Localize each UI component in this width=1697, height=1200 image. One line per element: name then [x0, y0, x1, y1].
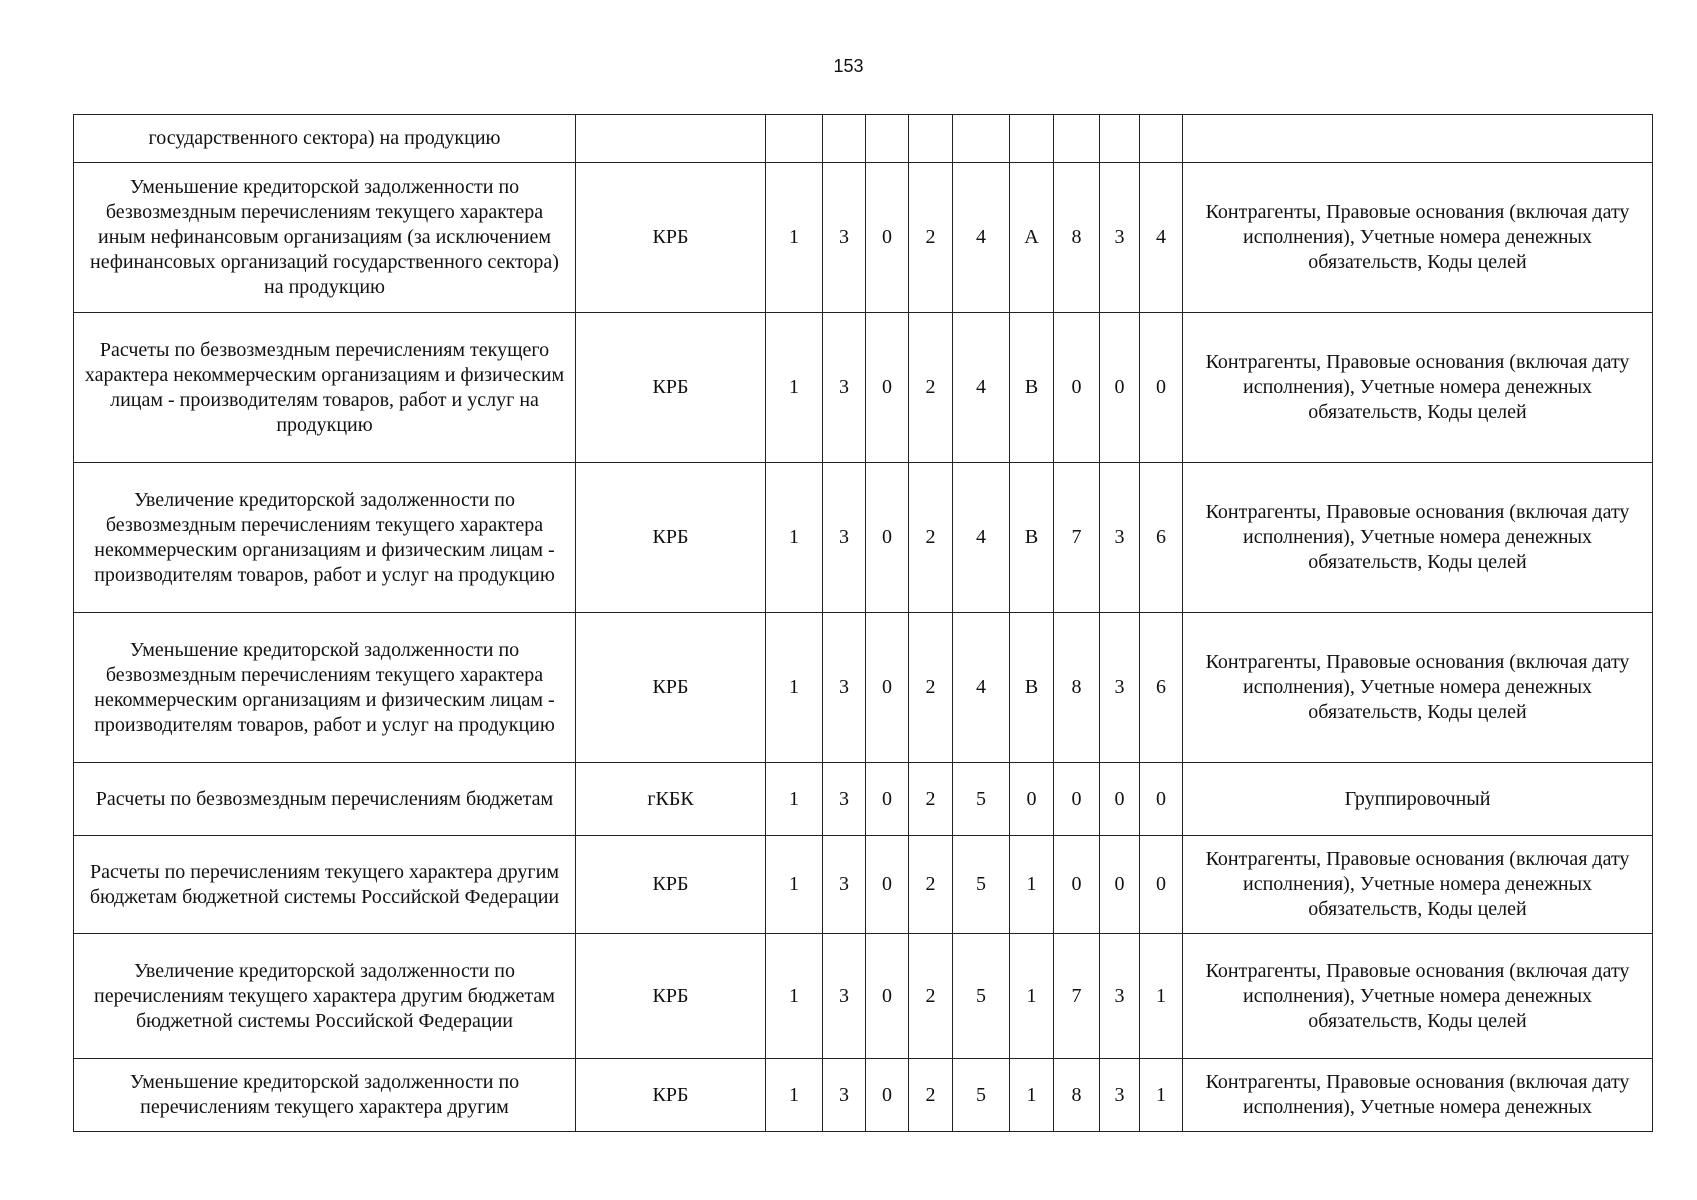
- analytics-cell: Контрагенты, Правовые основания (включая дату исполнения), Учетные номера денежных обязательств, Коды целей: [1183, 463, 1653, 613]
- code-digit-cell: [1010, 115, 1054, 163]
- code-digit-cell: В: [1010, 463, 1054, 613]
- table-row: [74, 934, 1653, 1059]
- analytics-cell: Контрагенты, Правовые основания (включая дату исполнения), Учетные номера денежных обязательств, Коды целей: [1183, 836, 1653, 934]
- code-digit-cell: 0: [866, 934, 909, 1059]
- table-row: [74, 836, 1653, 934]
- code-digit-cell: 0: [1100, 836, 1140, 934]
- code-digit-cell: 1: [766, 313, 823, 463]
- code-digit-cell: В: [1010, 613, 1054, 763]
- code-digit-cell: 5: [953, 1059, 1010, 1132]
- account-name-cell: Расчеты по безвозмездным перечислениям текущего характера некоммерческим организациям и физическим лицам - производителям товаров, работ и услуг на продукцию: [74, 313, 576, 463]
- code-digit-cell: 3: [823, 313, 866, 463]
- account-type-cell: КРБ: [576, 463, 766, 613]
- code-digit-cell: 0: [1054, 763, 1100, 836]
- account-name-cell: Увеличение кредиторской задолженности по безвозмездным перечислениям текущего характера некоммерческим организациям и физическим лицам - производителям товаров, работ и услуг на продукцию: [74, 463, 576, 613]
- code-digit-cell: 3: [1100, 613, 1140, 763]
- account-type-cell: КРБ: [576, 313, 766, 463]
- page-number: 153: [833, 56, 864, 76]
- code-digit-cell: А: [1010, 163, 1054, 313]
- code-digit-cell: 5: [953, 836, 1010, 934]
- code-digit-cell: 3: [823, 763, 866, 836]
- account-name-cell: Уменьшение кредиторской задолженности по безвозмездным перечислениям текущего характера некоммерческим организациям и физическим лицам - производителям товаров, работ и услуг на продукцию: [74, 613, 576, 763]
- code-digit-cell: 4: [953, 313, 1010, 463]
- code-digit-cell: 1: [766, 613, 823, 763]
- table-row: [74, 763, 1653, 836]
- code-digit-cell: 3: [823, 1059, 866, 1132]
- code-digit-cell: 1: [1010, 1059, 1054, 1132]
- code-digit-cell: 2: [909, 613, 953, 763]
- code-digit-cell: 0: [1054, 836, 1100, 934]
- account-type-cell: гКБК: [576, 763, 766, 836]
- table-row: [74, 463, 1653, 613]
- code-digit-cell: 2: [909, 163, 953, 313]
- analytics-cell: Группировочный: [1183, 763, 1653, 836]
- code-digit-cell: 6: [1140, 613, 1183, 763]
- code-digit-cell: 2: [909, 836, 953, 934]
- code-digit-cell: 3: [823, 836, 866, 934]
- code-digit-cell: 8: [1054, 613, 1100, 763]
- code-digit-cell: 1: [1010, 934, 1054, 1059]
- code-digit-cell: 1: [766, 1059, 823, 1132]
- account-type-cell: КРБ: [576, 836, 766, 934]
- code-digit-cell: 1: [766, 836, 823, 934]
- code-digit-cell: [766, 115, 823, 163]
- code-digit-cell: 1: [766, 934, 823, 1059]
- account-name-cell: Расчеты по перечислениям текущего характера другим бюджетам бюджетной системы Российской Федерации: [74, 836, 576, 934]
- analytics-cell: Контрагенты, Правовые основания (включая дату исполнения), Учетные номера денежных: [1183, 1059, 1653, 1132]
- code-digit-cell: 0: [1100, 763, 1140, 836]
- code-digit-cell: [909, 115, 953, 163]
- account-type-cell: [576, 115, 766, 163]
- code-digit-cell: 6: [1140, 463, 1183, 613]
- code-digit-cell: 7: [1054, 934, 1100, 1059]
- account-name-cell: Уменьшение кредиторской задолженности по безвозмездным перечислениям текущего характера иным нефинансовым организациям (за исключением нефинансовых организаций государственного сектора) на продукцию: [74, 163, 576, 313]
- account-type-cell: КРБ: [576, 613, 766, 763]
- code-digit-cell: 3: [1100, 163, 1140, 313]
- code-digit-cell: 3: [823, 463, 866, 613]
- table-row: [74, 313, 1653, 463]
- code-digit-cell: 0: [866, 1059, 909, 1132]
- code-digit-cell: 3: [1100, 934, 1140, 1059]
- code-digit-cell: 0: [866, 163, 909, 313]
- code-digit-cell: 0: [1100, 313, 1140, 463]
- account-name-cell: государственного сектора) на продукцию: [74, 115, 576, 163]
- code-digit-cell: 2: [909, 934, 953, 1059]
- code-digit-cell: [953, 115, 1010, 163]
- code-digit-cell: 0: [1140, 836, 1183, 934]
- code-digit-cell: 0: [1140, 763, 1183, 836]
- table-row: [74, 115, 1653, 163]
- analytics-cell: Контрагенты, Правовые основания (включая дату исполнения), Учетные номера денежных обязательств, Коды целей: [1183, 934, 1653, 1059]
- account-name-cell: Расчеты по безвозмездным перечислениям бюджетам: [74, 763, 576, 836]
- analytics-cell: Контрагенты, Правовые основания (включая дату исполнения), Учетные номера денежных обязательств, Коды целей: [1183, 313, 1653, 463]
- account-name-cell: Увеличение кредиторской задолженности по перечислениям текущего характера другим бюджетам бюджетной системы Российской Федерации: [74, 934, 576, 1059]
- code-digit-cell: 3: [1100, 1059, 1140, 1132]
- code-digit-cell: 2: [909, 1059, 953, 1132]
- code-digit-cell: 8: [1054, 1059, 1100, 1132]
- code-digit-cell: 0: [1140, 313, 1183, 463]
- code-digit-cell: [1054, 115, 1100, 163]
- code-digit-cell: [1140, 115, 1183, 163]
- code-digit-cell: 1: [766, 163, 823, 313]
- table-row: [74, 613, 1653, 763]
- code-digit-cell: 3: [823, 613, 866, 763]
- code-digit-cell: 1: [766, 763, 823, 836]
- table-row: [74, 163, 1653, 313]
- code-digit-cell: [1100, 115, 1140, 163]
- table-body: [74, 115, 1653, 1132]
- code-digit-cell: 1: [1140, 1059, 1183, 1132]
- account-name-cell: Уменьшение кредиторской задолженности по перечислениям текущего характера другим: [74, 1059, 576, 1132]
- code-digit-cell: 0: [1054, 313, 1100, 463]
- code-digit-cell: 0: [866, 613, 909, 763]
- analytics-cell: Контрагенты, Правовые основания (включая дату исполнения), Учетные номера денежных обязательств, Коды целей: [1183, 613, 1653, 763]
- code-digit-cell: 2: [909, 313, 953, 463]
- code-digit-cell: 1: [1010, 836, 1054, 934]
- code-digit-cell: 0: [1010, 763, 1054, 836]
- code-digit-cell: 4: [1140, 163, 1183, 313]
- code-digit-cell: 5: [953, 763, 1010, 836]
- account-type-cell: КРБ: [576, 934, 766, 1059]
- code-digit-cell: 3: [823, 934, 866, 1059]
- code-digit-cell: 4: [953, 613, 1010, 763]
- code-digit-cell: 0: [866, 313, 909, 463]
- code-digit-cell: 3: [823, 163, 866, 313]
- code-digit-cell: 0: [866, 836, 909, 934]
- code-digit-cell: 0: [866, 763, 909, 836]
- code-digit-cell: 7: [1054, 463, 1100, 613]
- code-digit-cell: 4: [953, 163, 1010, 313]
- analytics-cell: [1183, 115, 1653, 163]
- account-register-table: [73, 114, 1653, 1132]
- account-type-cell: КРБ: [576, 163, 766, 313]
- code-digit-cell: 0: [866, 463, 909, 613]
- account-type-cell: КРБ: [576, 1059, 766, 1132]
- code-digit-cell: 3: [1100, 463, 1140, 613]
- analytics-cell: Контрагенты, Правовые основания (включая дату исполнения), Учетные номера денежных обязательств, Коды целей: [1183, 163, 1653, 313]
- code-digit-cell: 4: [953, 463, 1010, 613]
- code-digit-cell: 5: [953, 934, 1010, 1059]
- code-digit-cell: 1: [766, 463, 823, 613]
- code-digit-cell: 2: [909, 763, 953, 836]
- code-digit-cell: 2: [909, 463, 953, 613]
- code-digit-cell: [866, 115, 909, 163]
- code-digit-cell: 1: [1140, 934, 1183, 1059]
- code-digit-cell: В: [1010, 313, 1054, 463]
- table-row: [74, 1059, 1653, 1132]
- code-digit-cell: [823, 115, 866, 163]
- code-digit-cell: 8: [1054, 163, 1100, 313]
